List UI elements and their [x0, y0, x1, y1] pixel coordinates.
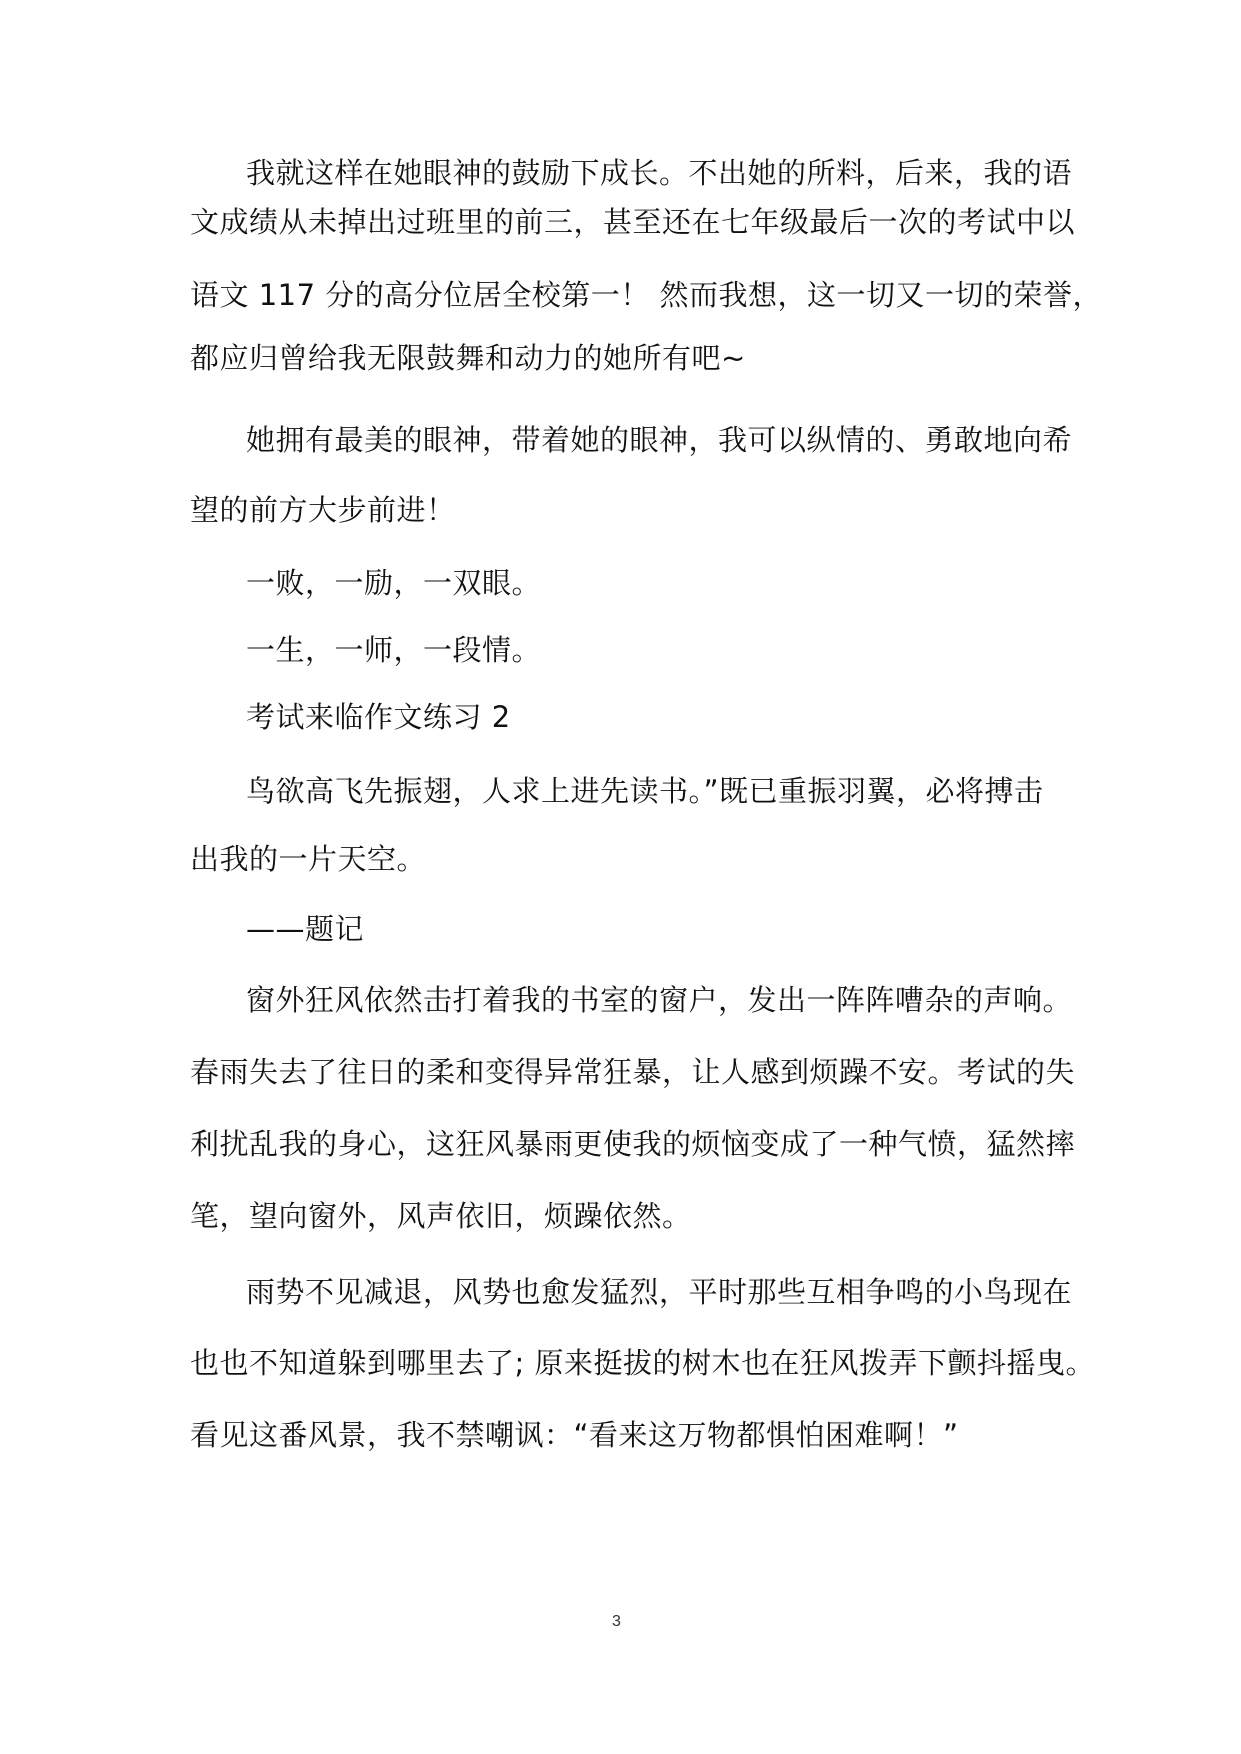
text-line: 看见这番风景，我不禁嘲讽：“看来这万物都惧怕困难啊！”: [190, 1418, 959, 1452]
text-line: 一败，一励，一双眼。: [246, 566, 542, 600]
section-title: 考试来临作文练习 2: [246, 700, 511, 734]
text-line: 笔，望向窗外，风声依旧，烦躁依然。: [190, 1199, 692, 1233]
text-line: 她拥有最美的眼神，带着她的眼神，我可以纵情的、勇敢地向希: [246, 423, 1073, 457]
text-line: ——题记: [246, 912, 365, 946]
text-line: 鸟欲高飞先振翅，人求上进先读书。”既已重振羽翼，必将搏击: [246, 774, 1044, 808]
page-number: 3: [612, 1613, 621, 1630]
text-line: 窗外狂风依然击打着我的书室的窗户，发出一阵阵嘈杂的声响。: [246, 983, 1073, 1017]
text-line: 一生，一师，一段情。: [246, 633, 542, 667]
text-line: 春雨失去了往日的柔和变得异常狂暴，让人感到烦躁不安。考试的失: [190, 1055, 1076, 1089]
text-line: 我就这样在她眼神的鼓励下成长。不出她的所料，后来，我的语: [246, 156, 1073, 190]
text-line: 文成绩从未掉出过班里的前三，甚至还在七年级最后一次的考试中以: [190, 205, 1076, 239]
text-line: 语文 117 分的高分位居全校第一！ 然而我想，这一切又一切的荣誉，: [190, 278, 1103, 312]
text-line: 雨势不见减退，风势也愈发猛烈，平时那些互相争鸣的小鸟现在: [246, 1275, 1073, 1309]
text-line: 也也不知道躲到哪里去了; 原来挺拔的树木也在狂风拨弄下颤抖摇曳。: [190, 1346, 1095, 1380]
text-line: 都应归曾给我无限鼓舞和动力的她所有吧~: [190, 341, 746, 375]
text-line: 出我的一片天空。: [190, 842, 427, 876]
text-line: 利扰乱我的身心，这狂风暴雨更使我的烦恼变成了一种气愤，猛然摔: [190, 1127, 1076, 1161]
text-line: 望的前方大步前进！: [190, 493, 456, 527]
